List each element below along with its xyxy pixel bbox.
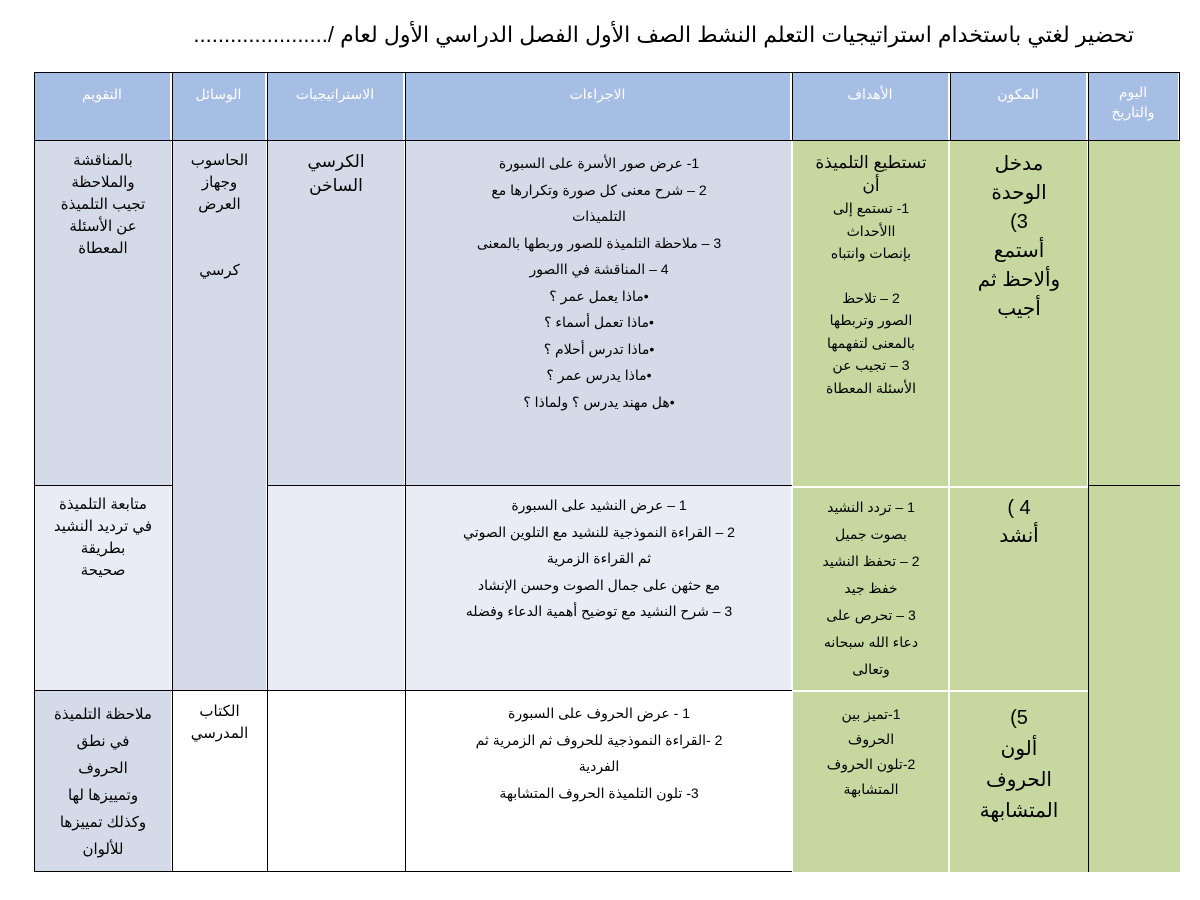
text-line: التلميذات xyxy=(572,208,626,224)
header-day-label: اليوم xyxy=(1118,84,1148,100)
text-line: •ماذا تعمل أسماء ؟ xyxy=(544,314,654,330)
text-line: المتشابهة xyxy=(979,800,1059,822)
row3-component xyxy=(950,703,1088,853)
row1-objectives xyxy=(796,152,946,482)
text-line: 5) xyxy=(1010,707,1028,729)
text-line: ملاحظة التلميذة xyxy=(54,706,152,723)
row2-objectives xyxy=(796,494,946,689)
text-line: الكرسي xyxy=(307,152,365,171)
text-line: دعاء الله سبحانه xyxy=(823,634,919,650)
text-line: 1 – عرض النشيد على السبورة xyxy=(511,497,687,513)
strategies-cell-2-bg xyxy=(267,486,405,691)
text-line: أستمع xyxy=(993,240,1045,262)
day-date-cell xyxy=(1088,140,1180,872)
header-strategies: الاستراتيجيات xyxy=(267,72,405,140)
text-line: للألوان xyxy=(82,841,124,858)
text-line: 1- تستمع إلى xyxy=(832,200,910,216)
text-line: الوحدة xyxy=(991,182,1047,204)
row2-procedures xyxy=(410,492,788,642)
text-line: في ترديد النشيد xyxy=(53,518,153,535)
text-line: 3- تلون التلميذة الحروف المتشابهة xyxy=(499,784,699,801)
header-day-date xyxy=(1088,72,1180,140)
text-line: •هل مهند يدرس ؟ ولماذا ؟ xyxy=(523,393,675,410)
text-line: متابعة التلميذة xyxy=(59,496,147,513)
text-line: ألون xyxy=(1000,738,1038,760)
text-line: ثم القراءة الزمرية xyxy=(546,550,652,566)
header-component: المكون xyxy=(950,72,1088,140)
text-line: 2 – تلاحظ xyxy=(842,289,900,306)
row1-procedures xyxy=(410,150,788,480)
text-line: 4 ) xyxy=(1007,497,1031,519)
text-line: بصوت جميل xyxy=(835,526,907,542)
text-line: والملاحظة xyxy=(71,174,135,191)
text-line: أجيب xyxy=(997,298,1041,320)
row2-component xyxy=(950,494,1088,574)
text-line: 2 – شرح معنى كل صورة وتكرارها مع xyxy=(491,181,707,198)
strategies-cell-3-bg xyxy=(267,691,405,872)
text-line: المدرسي xyxy=(190,725,249,742)
text-line: الأسئلة المعطاة xyxy=(826,379,916,396)
text-line: وألاحظ ثم xyxy=(977,269,1061,291)
text-line: •ماذا يدرس عمر ؟ xyxy=(546,367,652,383)
text-line: وجهاز xyxy=(201,174,238,191)
header-procedures: الاجراءات xyxy=(405,72,792,140)
text-line: المتشابهة xyxy=(843,781,899,797)
text-line: الحاسوب xyxy=(190,152,249,169)
row3-objectives xyxy=(796,702,946,812)
text-line xyxy=(174,216,265,260)
text-line: 2 – القراءة النموذجية للنشيد مع التلوين الصوتي xyxy=(463,523,735,540)
text-line: 3 – ملاحظة التلميذة للصور وربطها بالمعنى xyxy=(476,234,722,251)
text-line: الحروف xyxy=(986,769,1052,791)
text-line: 2-تلون الحروف xyxy=(826,756,916,772)
text-line: الفردية xyxy=(578,758,620,774)
text-line: خفظ جيد xyxy=(844,580,898,596)
text-line: بالمناقشة xyxy=(73,152,133,169)
text-line: وكذلك تمييزها xyxy=(59,814,147,831)
text-line: 3 – تجيب عن xyxy=(832,357,910,373)
text-line: الكتاب xyxy=(199,703,240,720)
text-line: عن الأسئلة xyxy=(69,218,137,235)
text-line: 3) xyxy=(1010,211,1028,233)
text-line: 1-تميز بين xyxy=(841,706,901,722)
text-line: الصور وتربطها xyxy=(829,312,913,328)
row1-evaluation xyxy=(36,150,170,350)
row1-tools xyxy=(174,150,265,330)
text-line: المعطاة xyxy=(78,240,128,257)
text-line: كرسي xyxy=(199,262,240,279)
header-evaluation: التقويم xyxy=(34,72,172,140)
text-line: تجيب التلميذة xyxy=(60,196,146,213)
row1-strategies xyxy=(270,150,402,250)
text-line: 3 – تحرص على xyxy=(826,607,916,623)
text-line: الساخن xyxy=(309,176,363,195)
row3-evaluation xyxy=(36,701,170,871)
text-line: االأحداث xyxy=(846,222,896,239)
text-line: 1 – تردد النشيد xyxy=(827,499,915,515)
row1-component xyxy=(950,150,1088,480)
text-line: 1 - عرض الحروف على السبورة xyxy=(508,705,690,721)
row3-tools xyxy=(174,701,265,761)
text-line xyxy=(796,265,946,287)
text-line: أنشد xyxy=(999,525,1039,547)
text-line: بإنصات وانتباه xyxy=(830,245,912,261)
text-line: مع حثهن على جمال الصوت وحسن الإنشاد xyxy=(477,576,721,593)
text-line: 3 – شرح النشيد مع توضيح أهمية الدعاء وفضله xyxy=(465,603,733,619)
text-line: 2 – تحفظ النشيد xyxy=(822,553,920,569)
text-line: بالمعنى لتفهمها xyxy=(827,334,915,351)
text-line: 2 -القراءة النموذجية للحروف ثم الزمرية ثم xyxy=(475,731,723,748)
text-line: مدخل xyxy=(994,153,1044,175)
text-line: صحيحة xyxy=(80,562,126,579)
header-date-label: والتاريخ xyxy=(1111,104,1155,120)
row2-evaluation xyxy=(36,494,170,614)
text-line: تستطيع التلميذة xyxy=(815,153,927,172)
text-line: الحروف xyxy=(78,760,128,777)
text-line: بطريقة xyxy=(80,540,126,557)
text-line: في نطق xyxy=(76,733,130,750)
header-tools: الوسائل xyxy=(172,72,267,140)
text-line: وتمييزها لها xyxy=(67,787,139,804)
text-line: •ماذا تدرس أحلام ؟ xyxy=(543,340,655,357)
header-objectives: الأهداف xyxy=(792,72,950,140)
text-line: العرض xyxy=(198,196,241,213)
text-line: 4 – المناقشة في االصور xyxy=(529,261,669,277)
page-title: تحضير لغتي باستخدام استراتيجيات التعلم النشط الصف الأول الفصل الدراسي الأول لعام /...................... xyxy=(193,22,1134,47)
text-line: أن xyxy=(862,175,880,195)
text-line: وتعالى xyxy=(852,661,890,677)
text-line: الحروف xyxy=(847,731,895,747)
text-line: •ماذا يعمل عمر ؟ xyxy=(549,287,649,304)
text-line: 1- عرض صور الأسرة على السبورة xyxy=(498,155,700,171)
row3-procedures xyxy=(410,700,788,820)
